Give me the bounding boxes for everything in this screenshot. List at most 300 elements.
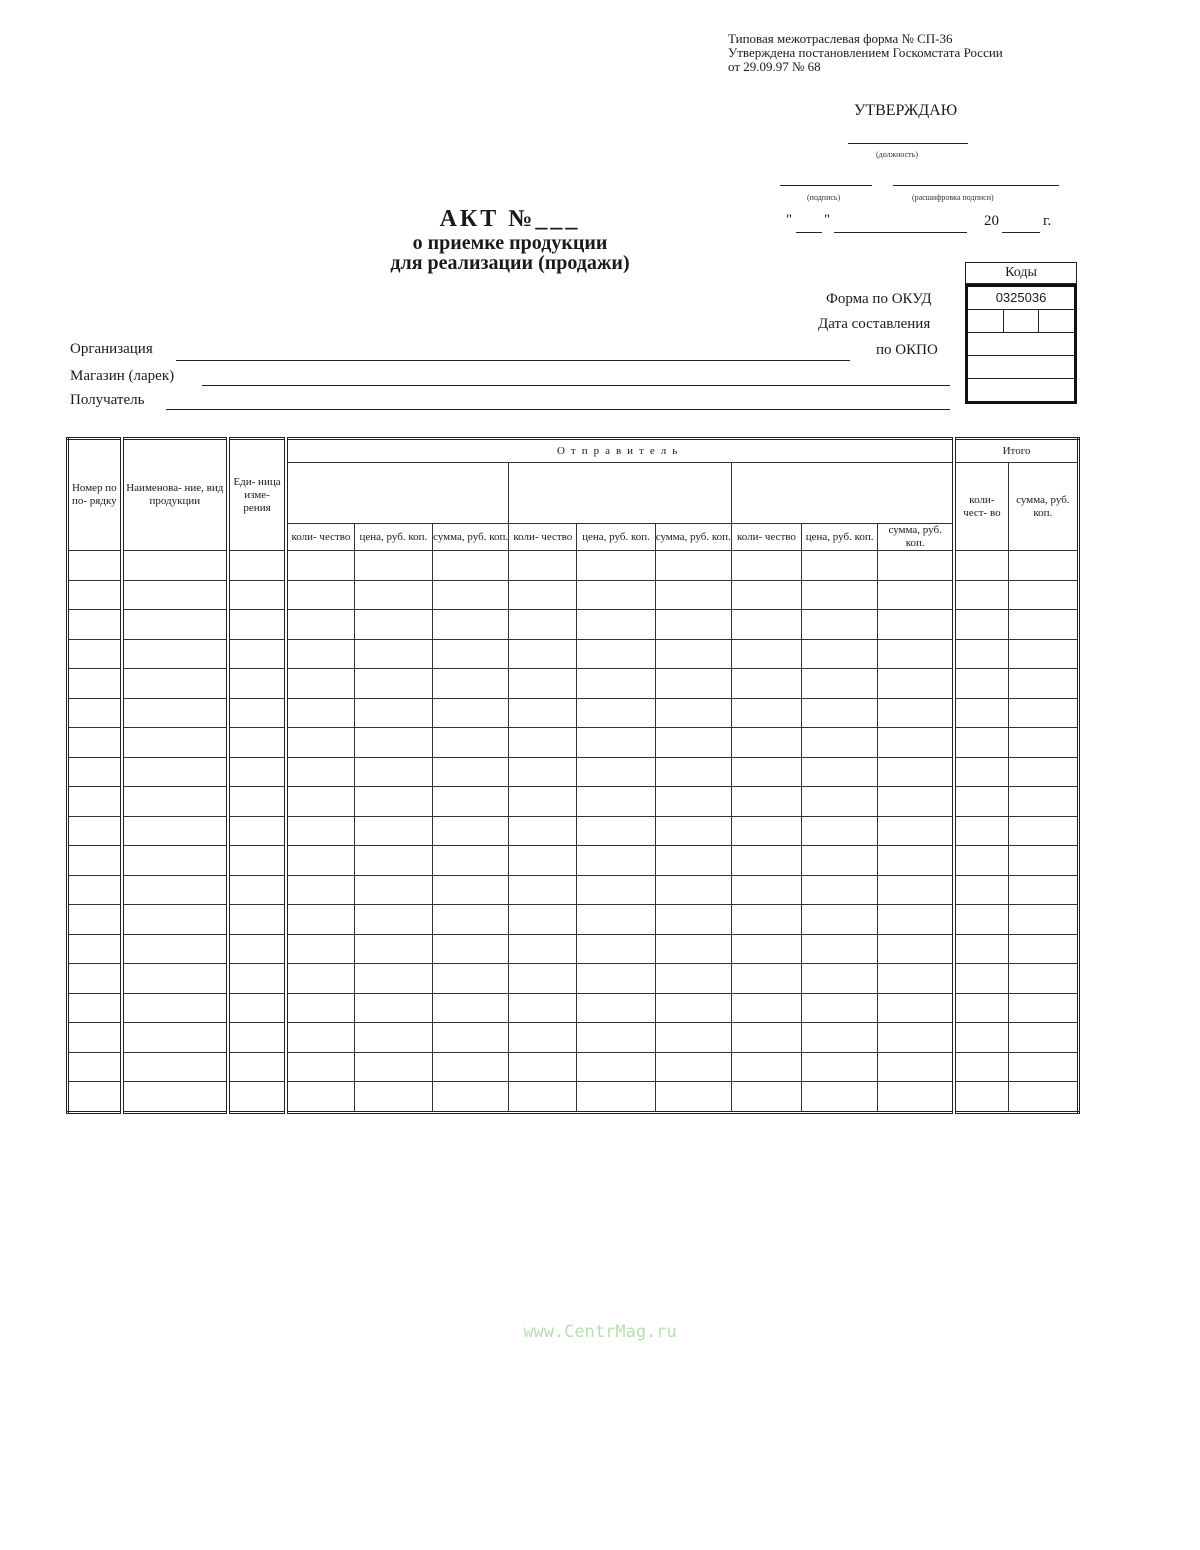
table-cell[interactable]: [954, 787, 1008, 817]
table-cell[interactable]: [286, 964, 354, 994]
table-cell[interactable]: [655, 551, 731, 581]
table-cell[interactable]: [122, 728, 228, 758]
table-cell[interactable]: [731, 1052, 801, 1082]
table-cell[interactable]: [433, 846, 509, 876]
table-cell[interactable]: [286, 934, 354, 964]
table-cell[interactable]: [577, 551, 655, 581]
code-empty-2[interactable]: [968, 379, 1074, 401]
table-cell[interactable]: [286, 669, 354, 699]
table-cell[interactable]: [1008, 669, 1078, 699]
table-cell[interactable]: [802, 1052, 878, 1082]
table-cell[interactable]: [354, 728, 432, 758]
table-cell[interactable]: [68, 875, 122, 905]
table-cell[interactable]: [228, 551, 286, 581]
table-cell[interactable]: [655, 669, 731, 699]
table-cell[interactable]: [433, 757, 509, 787]
table-cell[interactable]: [122, 1052, 228, 1082]
table-cell[interactable]: [1008, 757, 1078, 787]
table-cell[interactable]: [68, 610, 122, 640]
table-cell[interactable]: [433, 669, 509, 699]
table-cell[interactable]: [286, 816, 354, 846]
table-cell[interactable]: [655, 610, 731, 640]
header-sum-1: сумма, руб. коп.: [433, 524, 509, 551]
table-cell[interactable]: [878, 1023, 954, 1053]
table-cell[interactable]: [122, 964, 228, 994]
table-cell[interactable]: [577, 905, 655, 935]
table-cell[interactable]: [731, 787, 801, 817]
recipient-line[interactable]: [166, 409, 950, 410]
table-cell[interactable]: [878, 934, 954, 964]
table-cell[interactable]: [655, 787, 731, 817]
table-cell[interactable]: [122, 580, 228, 610]
table-cell[interactable]: [122, 669, 228, 699]
table-cell[interactable]: [577, 610, 655, 640]
decoding-line[interactable]: [893, 185, 1059, 186]
table-cell[interactable]: [228, 698, 286, 728]
table-cell[interactable]: [655, 964, 731, 994]
table-cell[interactable]: [1008, 698, 1078, 728]
table-cell[interactable]: [954, 669, 1008, 699]
table-cell[interactable]: [954, 551, 1008, 581]
table-cell[interactable]: [286, 846, 354, 876]
table-cell[interactable]: [655, 934, 731, 964]
table-cell[interactable]: [433, 905, 509, 935]
table-cell[interactable]: [1008, 1082, 1078, 1113]
table-cell[interactable]: [228, 580, 286, 610]
sender-group-1[interactable]: [286, 463, 509, 524]
month-line[interactable]: [834, 232, 967, 233]
table-row: [68, 875, 1079, 905]
table-cell[interactable]: [228, 816, 286, 846]
table-cell[interactable]: [509, 1082, 577, 1113]
table-cell[interactable]: [655, 905, 731, 935]
table-cell[interactable]: [433, 1023, 509, 1053]
header-total-sum: сумма, руб. коп.: [1008, 463, 1078, 551]
table-cell[interactable]: [286, 875, 354, 905]
table-cell[interactable]: [354, 698, 432, 728]
codes-values: [965, 284, 1077, 404]
table-cell[interactable]: [802, 580, 878, 610]
table-cell[interactable]: [878, 993, 954, 1023]
table-cell[interactable]: [228, 1052, 286, 1082]
table-cell[interactable]: [878, 1052, 954, 1082]
table-cell[interactable]: [878, 846, 954, 876]
table-cell[interactable]: [802, 1023, 878, 1053]
table-cell[interactable]: [802, 1082, 878, 1113]
table-cell[interactable]: [433, 934, 509, 964]
table-cell[interactable]: [954, 639, 1008, 669]
table-cell[interactable]: [878, 669, 954, 699]
table-cell[interactable]: [954, 875, 1008, 905]
table-cell[interactable]: [509, 610, 577, 640]
table-cell[interactable]: [509, 669, 577, 699]
table-cell[interactable]: [731, 993, 801, 1023]
table-cell[interactable]: [731, 964, 801, 994]
table-cell[interactable]: [1008, 1052, 1078, 1082]
table-cell[interactable]: [577, 993, 655, 1023]
table-cell[interactable]: [509, 639, 577, 669]
table-cell[interactable]: [954, 816, 1008, 846]
table-cell[interactable]: [802, 846, 878, 876]
table-row: [68, 639, 1079, 669]
table-cell[interactable]: [509, 787, 577, 817]
table-cell[interactable]: [354, 580, 432, 610]
table-cell[interactable]: [509, 698, 577, 728]
header-number: Номер по по- рядку: [68, 439, 122, 551]
table-cell[interactable]: [731, 1023, 801, 1053]
table-cell[interactable]: [122, 698, 228, 728]
table-cell[interactable]: [433, 875, 509, 905]
table-cell[interactable]: [509, 905, 577, 935]
table-cell[interactable]: [122, 610, 228, 640]
table-cell[interactable]: [878, 610, 954, 640]
table-cell[interactable]: [68, 993, 122, 1023]
table-cell[interactable]: [354, 669, 432, 699]
table-cell[interactable]: [655, 728, 731, 758]
table-cell[interactable]: [354, 639, 432, 669]
table-cell[interactable]: [878, 698, 954, 728]
table-cell[interactable]: [655, 580, 731, 610]
table-cell[interactable]: [228, 934, 286, 964]
table-cell[interactable]: [577, 639, 655, 669]
table-cell[interactable]: [228, 905, 286, 935]
table-cell[interactable]: [577, 580, 655, 610]
table-cell[interactable]: [354, 934, 432, 964]
table-cell[interactable]: [286, 728, 354, 758]
table-cell[interactable]: [433, 1052, 509, 1082]
table-cell[interactable]: [354, 846, 432, 876]
table-cell[interactable]: [655, 1052, 731, 1082]
table-row: [68, 669, 1079, 699]
table-cell[interactable]: [68, 905, 122, 935]
table-cell[interactable]: [954, 993, 1008, 1023]
table-cell[interactable]: [1008, 875, 1078, 905]
table-cell[interactable]: [954, 610, 1008, 640]
header-price-1: цена, руб. коп.: [354, 524, 432, 551]
table-cell[interactable]: [68, 787, 122, 817]
table-cell[interactable]: [802, 905, 878, 935]
table-cell[interactable]: [802, 757, 878, 787]
table-cell[interactable]: [286, 551, 354, 581]
table-cell[interactable]: [68, 580, 122, 610]
table-cell[interactable]: [68, 846, 122, 876]
table-cell[interactable]: [655, 1023, 731, 1053]
table-cell[interactable]: [878, 728, 954, 758]
table-cell[interactable]: [286, 1023, 354, 1053]
table-cell[interactable]: [878, 905, 954, 935]
table-cell[interactable]: [433, 1082, 509, 1113]
table-cell[interactable]: [228, 639, 286, 669]
table-cell[interactable]: [954, 846, 1008, 876]
table-cell[interactable]: [655, 1082, 731, 1113]
table-cell[interactable]: [228, 846, 286, 876]
table-cell[interactable]: [68, 1052, 122, 1082]
table-cell[interactable]: [68, 934, 122, 964]
table-cell[interactable]: [655, 639, 731, 669]
table-cell[interactable]: [802, 934, 878, 964]
table-cell[interactable]: [1008, 993, 1078, 1023]
table-cell[interactable]: [577, 728, 655, 758]
codes-box: [965, 262, 1077, 404]
table-cell[interactable]: [122, 787, 228, 817]
table-cell[interactable]: [286, 1052, 354, 1082]
table-cell[interactable]: [577, 934, 655, 964]
table-cell[interactable]: [1008, 964, 1078, 994]
table-cell[interactable]: [954, 728, 1008, 758]
table-cell[interactable]: [731, 728, 801, 758]
table-cell[interactable]: [354, 1023, 432, 1053]
table-cell[interactable]: [878, 964, 954, 994]
table-cell[interactable]: [286, 757, 354, 787]
table-cell[interactable]: [731, 698, 801, 728]
table-cell[interactable]: [433, 580, 509, 610]
table-cell[interactable]: [1008, 551, 1078, 581]
table-cell[interactable]: [1008, 1023, 1078, 1053]
codes-header: Коды: [965, 262, 1077, 284]
table-cell[interactable]: [354, 551, 432, 581]
table-cell[interactable]: [1008, 816, 1078, 846]
table-cell[interactable]: [122, 875, 228, 905]
table-cell[interactable]: [122, 757, 228, 787]
table-cell[interactable]: [577, 875, 655, 905]
table-cell[interactable]: [433, 728, 509, 758]
table-cell[interactable]: [655, 993, 731, 1023]
table-cell[interactable]: [509, 816, 577, 846]
table-cell[interactable]: [509, 934, 577, 964]
table-cell[interactable]: [354, 964, 432, 994]
table-cell[interactable]: [655, 875, 731, 905]
table-cell[interactable]: [286, 905, 354, 935]
table-cell[interactable]: [433, 610, 509, 640]
table-cell[interactable]: [286, 580, 354, 610]
table-cell[interactable]: [228, 993, 286, 1023]
date-cells[interactable]: [968, 310, 1074, 333]
act-number-title: АКТ №___: [439, 206, 581, 232]
table-cell[interactable]: [954, 1052, 1008, 1082]
table-cell[interactable]: [878, 816, 954, 846]
table-cell[interactable]: [509, 846, 577, 876]
table-cell[interactable]: [954, 934, 1008, 964]
header-price-3: цена, руб. коп.: [802, 524, 878, 551]
table-cell[interactable]: [802, 698, 878, 728]
table-cell[interactable]: [655, 757, 731, 787]
table-cell[interactable]: [354, 875, 432, 905]
table-cell[interactable]: [954, 580, 1008, 610]
table-cell[interactable]: [577, 846, 655, 876]
table-cell[interactable]: [802, 816, 878, 846]
table-cell[interactable]: [228, 610, 286, 640]
table-cell[interactable]: [1008, 787, 1078, 817]
table-cell[interactable]: [954, 1082, 1008, 1113]
position-line[interactable]: [848, 143, 968, 144]
table-cell[interactable]: [122, 846, 228, 876]
table-cell[interactable]: [802, 728, 878, 758]
table-cell[interactable]: [433, 639, 509, 669]
table-cell[interactable]: [731, 580, 801, 610]
table-cell[interactable]: [228, 757, 286, 787]
store-line[interactable]: [202, 385, 950, 386]
table-cell[interactable]: [731, 905, 801, 935]
table-cell[interactable]: [731, 846, 801, 876]
table-cell[interactable]: [954, 964, 1008, 994]
table-cell[interactable]: [286, 698, 354, 728]
table-cell[interactable]: [122, 934, 228, 964]
okpo-value[interactable]: [968, 333, 1074, 356]
table-row: [68, 993, 1079, 1023]
table-cell[interactable]: [354, 905, 432, 935]
table-cell[interactable]: [68, 551, 122, 581]
table-cell[interactable]: [1008, 728, 1078, 758]
day-line[interactable]: [796, 232, 822, 233]
table-cell[interactable]: [122, 993, 228, 1023]
table-cell[interactable]: [228, 669, 286, 699]
table-cell[interactable]: [802, 875, 878, 905]
table-cell[interactable]: [68, 669, 122, 699]
table-cell[interactable]: [655, 816, 731, 846]
table-cell[interactable]: [878, 580, 954, 610]
table-cell[interactable]: [731, 551, 801, 581]
table-cell[interactable]: [354, 993, 432, 1023]
table-cell[interactable]: [509, 1052, 577, 1082]
table-cell[interactable]: [731, 1082, 801, 1113]
table-cell[interactable]: [655, 846, 731, 876]
table-cell[interactable]: [68, 698, 122, 728]
table-cell[interactable]: [1008, 846, 1078, 876]
table-cell[interactable]: [577, 669, 655, 699]
table-cell[interactable]: [577, 1023, 655, 1053]
table-cell[interactable]: [354, 816, 432, 846]
signature-line[interactable]: [780, 185, 872, 186]
table-cell[interactable]: [354, 610, 432, 640]
table-cell[interactable]: [731, 639, 801, 669]
table-cell[interactable]: [286, 1082, 354, 1113]
table-cell[interactable]: [1008, 639, 1078, 669]
table-cell[interactable]: [509, 728, 577, 758]
table-cell[interactable]: [354, 787, 432, 817]
table-cell[interactable]: [878, 639, 954, 669]
table-cell[interactable]: [802, 610, 878, 640]
table-cell[interactable]: [509, 993, 577, 1023]
table-cell[interactable]: [577, 816, 655, 846]
year-line[interactable]: [1002, 232, 1040, 233]
table-cell[interactable]: [433, 816, 509, 846]
table-cell[interactable]: [954, 905, 1008, 935]
code-empty-1[interactable]: [968, 356, 1074, 379]
table-cell[interactable]: [122, 639, 228, 669]
table-cell[interactable]: [731, 669, 801, 699]
table-cell[interactable]: [433, 964, 509, 994]
table-cell[interactable]: [577, 698, 655, 728]
table-cell[interactable]: [731, 757, 801, 787]
year-prefix: 20: [984, 213, 999, 229]
table-cell[interactable]: [354, 757, 432, 787]
table-cell[interactable]: [228, 875, 286, 905]
table-cell[interactable]: [433, 698, 509, 728]
table-cell[interactable]: [68, 639, 122, 669]
table-cell[interactable]: [802, 787, 878, 817]
table-cell[interactable]: [433, 787, 509, 817]
table-cell[interactable]: [577, 757, 655, 787]
table-row: [68, 551, 1079, 581]
table-cell[interactable]: [228, 1082, 286, 1113]
table-cell[interactable]: [577, 1082, 655, 1113]
header-sender: Отправитель: [286, 439, 954, 463]
table-cell[interactable]: [731, 816, 801, 846]
table-cell[interactable]: [1008, 610, 1078, 640]
table-cell[interactable]: [68, 757, 122, 787]
table-cell[interactable]: [509, 1023, 577, 1053]
table-cell[interactable]: [122, 1082, 228, 1113]
table-cell[interactable]: [577, 787, 655, 817]
sender-group-2[interactable]: [509, 463, 732, 524]
table-cell[interactable]: [954, 757, 1008, 787]
table-cell[interactable]: [731, 934, 801, 964]
table-cell[interactable]: [228, 787, 286, 817]
table-cell[interactable]: [228, 1023, 286, 1053]
table-cell[interactable]: [802, 639, 878, 669]
form-line-3: от 29.09.97 № 68: [728, 59, 821, 74]
table-cell[interactable]: [802, 669, 878, 699]
table-cell[interactable]: [509, 551, 577, 581]
table-cell[interactable]: [68, 728, 122, 758]
table-cell[interactable]: [509, 580, 577, 610]
table-cell[interactable]: [731, 610, 801, 640]
table-cell[interactable]: [878, 1082, 954, 1113]
table-cell[interactable]: [577, 1052, 655, 1082]
table-cell[interactable]: [68, 816, 122, 846]
table-cell[interactable]: [655, 698, 731, 728]
table-cell[interactable]: [878, 757, 954, 787]
table-cell[interactable]: [354, 1052, 432, 1082]
table-cell[interactable]: [286, 993, 354, 1023]
table-cell[interactable]: [954, 698, 1008, 728]
table-cell[interactable]: [802, 964, 878, 994]
table-cell[interactable]: [509, 964, 577, 994]
table-cell[interactable]: [878, 551, 954, 581]
sender-group-3[interactable]: [731, 463, 954, 524]
okud-value[interactable]: 0325036: [968, 287, 1074, 310]
table-cell[interactable]: [1008, 905, 1078, 935]
table-cell[interactable]: [354, 1082, 432, 1113]
table-cell[interactable]: [122, 816, 228, 846]
table-cell[interactable]: [122, 551, 228, 581]
table-cell[interactable]: [1008, 934, 1078, 964]
table-cell[interactable]: [122, 905, 228, 935]
table-cell[interactable]: [802, 993, 878, 1023]
table-cell[interactable]: [286, 639, 354, 669]
table-cell[interactable]: [509, 875, 577, 905]
table-cell[interactable]: [509, 757, 577, 787]
table-cell[interactable]: [68, 964, 122, 994]
table-cell[interactable]: [878, 875, 954, 905]
table-cell[interactable]: [731, 875, 801, 905]
table-cell[interactable]: [228, 728, 286, 758]
organization-line[interactable]: [176, 360, 850, 361]
table-cell[interactable]: [878, 787, 954, 817]
table-cell[interactable]: [433, 551, 509, 581]
table-cell[interactable]: [286, 787, 354, 817]
table-cell[interactable]: [1008, 580, 1078, 610]
table-cell[interactable]: [68, 1082, 122, 1113]
table-cell[interactable]: [228, 964, 286, 994]
table-cell[interactable]: [68, 1023, 122, 1053]
table-cell[interactable]: [433, 993, 509, 1023]
table-cell[interactable]: [954, 1023, 1008, 1053]
table-cell[interactable]: [286, 610, 354, 640]
table-cell[interactable]: [122, 1023, 228, 1053]
table-cell[interactable]: [802, 551, 878, 581]
table-cell[interactable]: [577, 964, 655, 994]
